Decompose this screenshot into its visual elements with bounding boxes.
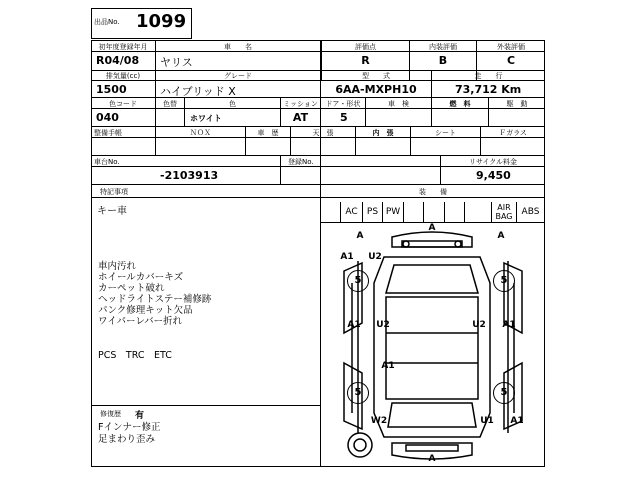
damage-fender-left-inner: U2 <box>368 252 382 262</box>
color-label: 色 <box>229 100 236 108</box>
special-note-6: ワイパーレバー折れ <box>98 316 183 327</box>
recycle-label: リサイクル料金 <box>468 158 518 166</box>
registration-label: 登録No. <box>288 158 314 166</box>
special-note-5: パンク修理キット欠品 <box>98 305 193 316</box>
doors-label: ドア・形状 <box>325 100 361 108</box>
mission-value: AT <box>292 111 309 124</box>
wheel-rear-right: 5 <box>493 382 515 404</box>
score-label: 評価点 <box>355 43 376 51</box>
color-code-value: 040 <box>96 111 119 124</box>
equipment-pw: PW <box>385 207 401 217</box>
recycle-value: 9,450 <box>476 169 511 182</box>
damage-roof: A1 <box>381 361 395 371</box>
repair-line-1: Fインナー修正 <box>98 422 161 433</box>
equipment-label: 装 備 <box>419 188 447 196</box>
interior-trim-label: 内 張 <box>372 129 394 137</box>
equipment-ac: AC <box>345 207 358 217</box>
wheel-front-left: 5 <box>347 270 369 292</box>
special-note-1: 車内汚れ <box>98 261 137 272</box>
fuel-label: 燃 料 <box>449 100 471 108</box>
equipment-airbag: AIR BAG <box>495 203 513 221</box>
damage-front-right: A <box>497 231 505 241</box>
color-code-label: 色コード <box>109 100 137 108</box>
special-features: PCS TRC ETC <box>98 350 172 361</box>
model-label: 型 式 <box>362 72 390 80</box>
ceiling-label: 天 張 <box>312 129 334 137</box>
manual-label: 整備手帳 <box>94 129 122 137</box>
special-note-2: ホイールカバーキズ <box>98 272 184 283</box>
repair-line-2: 足まわり歪み <box>98 434 156 445</box>
history-label: 車 歴 <box>257 129 279 137</box>
exterior-label: 外装評価 <box>497 43 525 51</box>
damage-front-center: A <box>428 223 436 233</box>
grade-value: ハイブリッド X <box>160 85 236 98</box>
chassis-label: 車台No. <box>94 158 120 166</box>
mission-label: ミッション <box>283 100 318 108</box>
damage-fender-left: A1 <box>340 252 354 262</box>
doors-value: 5 <box>340 111 348 124</box>
special-notes-label: 特記事項 <box>100 188 128 196</box>
color-value: ホワイト <box>190 114 222 123</box>
nox-label: ＮＯＸ <box>190 129 211 137</box>
interior-value: B <box>438 54 448 67</box>
displacement-label: 排気量(cc) <box>105 72 141 80</box>
damage-door-left: A1 <box>347 320 361 330</box>
damage-rear-center: A <box>428 454 436 464</box>
special-line1: キー車 <box>97 206 127 217</box>
lot-number: 1099 <box>136 11 187 32</box>
mileage-label: 走 行 <box>474 72 503 80</box>
score-value: R <box>361 54 370 67</box>
glass-label: Ｆガラス <box>499 129 527 137</box>
damage-door-left-inner: U2 <box>376 320 390 330</box>
damage-door-right-inner: U2 <box>472 320 486 330</box>
equipment-abs: ABS <box>521 207 540 217</box>
car-name-value: ヤリス <box>160 56 193 69</box>
equipment-ps: PS <box>366 207 379 217</box>
mileage-value: 73,712 Km <box>455 83 522 96</box>
exterior-value: C <box>506 54 516 67</box>
damage-rear-right: A1 <box>510 416 524 426</box>
model-value: 6AA-MXPH10 <box>335 83 417 96</box>
damage-door-right: A1 <box>502 320 516 330</box>
color-swap-label: 色替 <box>163 100 177 108</box>
special-note-4: ヘッドライトステー補修跡 <box>98 294 212 305</box>
displacement-value: 1500 <box>96 83 127 96</box>
inspection-label: 車 検 <box>388 100 409 108</box>
repair-value: 有 <box>135 411 145 421</box>
seat-label: シート <box>435 129 456 137</box>
wheel-rear-left: 5 <box>347 382 369 404</box>
year-label: 初年度登録年月 <box>98 43 148 51</box>
damage-front-left: A <box>356 231 364 241</box>
special-note-3: カーペット破れ <box>98 283 165 294</box>
drive-label: 駆 動 <box>506 100 528 108</box>
lot-label: 出品No. <box>94 18 120 26</box>
wheel-front-right: 5 <box>493 270 515 292</box>
damage-rear-left: W2 <box>370 416 388 426</box>
interior-label: 内装評価 <box>429 43 457 51</box>
chassis-value: -2103913 <box>160 169 219 182</box>
damage-rear-right-inner: U1 <box>480 416 494 426</box>
car-name-label: 車 名 <box>224 43 252 51</box>
year-value: R04/08 <box>96 54 140 67</box>
repair-label: 修復歴 <box>100 410 121 418</box>
grade-label: グレード <box>224 72 252 80</box>
